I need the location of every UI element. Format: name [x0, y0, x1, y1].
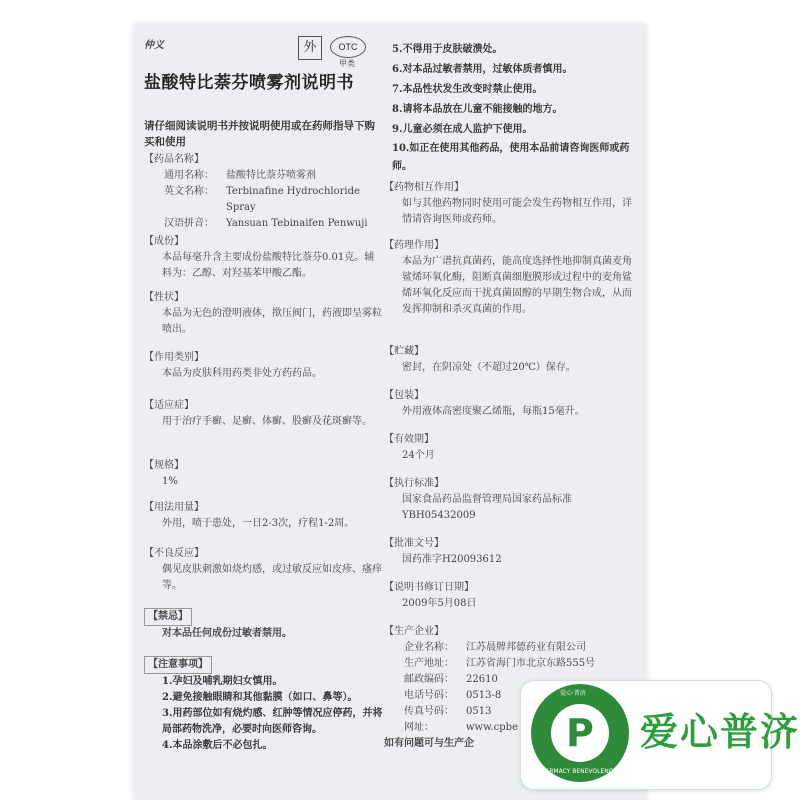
section-standard — [384, 476, 634, 524]
section-heading: 【贮藏】 — [384, 346, 424, 357]
watermark-text: 爱心普济 — [640, 710, 800, 754]
section-heading: 【作用类别】 — [144, 352, 204, 363]
field-label: 传真号码： — [404, 706, 454, 717]
section-heading: 【药物相互作用】 — [384, 182, 464, 193]
section-body: 偶见皮肤刺激如烧灼感，或过敏反应如皮疹、瘙痒等。 — [162, 564, 382, 591]
section-body: 本品为皮肤科用药类非处方药药品。 — [162, 368, 322, 379]
field-label: 邮政编码： — [404, 674, 454, 685]
document-title: 盐酸特比萘芬喷雾剂说明书 — [144, 73, 354, 93]
section-heading: 【药理作用】 — [384, 240, 444, 251]
precaution-item: 6.对本品过敏者禁用，过敏体质者慎用。 — [392, 64, 573, 75]
section-heading: 【不良反应】 — [144, 548, 204, 559]
precautions-continued — [384, 40, 634, 176]
section-body: 2009年5月08日 — [402, 598, 477, 609]
field-label: 汉语拼音： — [164, 218, 214, 229]
section-interaction — [384, 180, 634, 228]
field-value: www.cpbe — [466, 722, 518, 733]
section-adverse — [144, 546, 384, 594]
seal-arc-text: PHARMACY BENEVOLENCE PU JI — [537, 768, 633, 775]
section-body: 外用液体高密度聚乙烯瓶，每瓶15毫升。 — [402, 406, 585, 417]
precaution-item: 3.用药部位如有烧灼感、红肿等情况应停药，并将局部药物洗净，必要时向医师咨询。 — [162, 708, 383, 735]
section-body: 国药准字H20093612 — [402, 554, 502, 565]
company-footer: 如有问题可与生产企 — [384, 738, 474, 749]
section-dosage — [144, 500, 384, 532]
precaution-item: 9.儿童必须在成人监护下使用。 — [392, 124, 533, 135]
section-body: 对本品任何成份过敏者禁用。 — [162, 628, 292, 639]
precaution-item: 8.请将本品放在儿童不能接触的地方。 — [392, 104, 563, 115]
precaution-item: 4.本品涂敷后不必包扎。 — [162, 740, 273, 751]
section-category — [144, 350, 384, 382]
field-value: 0513-8 — [466, 690, 502, 701]
section-heading: 【执行标准】 — [384, 478, 444, 489]
section-drug-name — [144, 152, 384, 232]
section-heading: 【生产企业】 — [384, 626, 444, 637]
precaution-item: 1.孕妇及哺乳期妇女慎用。 — [162, 676, 283, 687]
section-heading: 【用法用量】 — [144, 502, 204, 513]
section-description — [144, 290, 384, 338]
section-contraindication — [144, 608, 384, 642]
field-value: 0513 — [466, 706, 492, 717]
field-label: 企业名称： — [404, 642, 454, 653]
section-pharmacology — [384, 238, 634, 318]
section-body: 24个月 — [402, 450, 435, 461]
section-body: 1% — [162, 476, 178, 487]
section-heading: 【批准文号】 — [384, 538, 444, 549]
field-value: 盐酸特比萘芬喷雾剂 — [226, 170, 316, 181]
seal-p-mark: P — [566, 711, 594, 755]
precaution-item: 5.不得用于皮肤破溃处。 — [392, 44, 503, 55]
field-value: 江苏晨牌邦德药业有限公司 — [466, 642, 586, 653]
usage-notice: 请仔细阅读说明书并按说明使用或在药师指导下购买和使用 — [144, 120, 375, 148]
section-composition — [144, 234, 384, 282]
precaution-item: 7.本品性状发生改变时禁止使用。 — [392, 84, 543, 95]
section-heading: 【性状】 — [144, 292, 184, 303]
section-heading: 【包装】 — [384, 390, 424, 401]
field-value: 22610 — [466, 674, 498, 685]
section-spec — [144, 458, 384, 490]
external-use-mark: 外 — [298, 36, 322, 60]
section-validity — [384, 432, 634, 464]
section-heading: 【有效期】 — [384, 434, 434, 445]
section-heading: 【注意事项】 — [144, 656, 212, 674]
field-value: Yansuan Tebinaifen Penwuji — [226, 218, 368, 229]
section-heading: 【说明书修订日期】 — [384, 582, 474, 593]
section-precautions — [144, 656, 384, 754]
brand-logo: 仲义 — [144, 40, 164, 51]
field-label: 生产地址： — [404, 658, 454, 669]
section-approval — [384, 536, 634, 568]
section-storage — [384, 344, 634, 376]
section-heading: 【规格】 — [144, 460, 184, 471]
section-heading: 【药品名称】 — [144, 154, 204, 165]
section-package — [384, 388, 634, 420]
section-body: 用于治疗手癣、足癣、体癣、股癣及花斑癣等。 — [162, 416, 372, 427]
section-body: 如与其他药物同时使用可能会发生药物相互作用，详情请咨询医师或药师。 — [402, 198, 632, 225]
section-body: 本品每毫升含主要成份盐酸特比萘芬0.01克。辅料为：乙醇、对羟基苯甲酸乙酯。 — [162, 252, 375, 279]
section-heading: 【成份】 — [144, 236, 184, 247]
field-label: 通用名称： — [164, 170, 214, 181]
otc-class-label: 甲类 — [339, 59, 355, 68]
section-heading: 【禁忌】 — [144, 608, 192, 626]
section-heading: 【适应症】 — [144, 400, 194, 411]
section-body: 国家食品药品监督管理局国家药品标准YBH05432009 — [402, 494, 572, 521]
field-value: Terbinafine Hydrochloride Spray — [226, 186, 360, 213]
section-body: 外用，喷于患处，一日2-3次，疗程1-2周。 — [162, 518, 355, 529]
field-label: 网址： — [404, 722, 434, 733]
field-label: 英文名称： — [164, 186, 214, 197]
otc-mark: OTC — [330, 36, 366, 58]
precaution-item: 10.如正在使用其他药品，使用本品前请咨询医师或药师。 — [392, 143, 630, 172]
field-label: 电话号码： — [404, 690, 454, 701]
section-indication — [144, 398, 384, 430]
section-body: 本品为广谱抗真菌药，能高度选择性地抑制真菌麦角鲨烯环氧化酶，阻断真菌细胞膜形成过程中的麦角鲨烯环氧化反应而干扰真菌固醇的早期生物合成，从而发挥抑制和杀灭真菌的作用。 — [402, 256, 632, 315]
seal-top-text: 爱心·普济 — [560, 690, 586, 697]
section-body: 本品为无色的澄明液体，揿压阀门，药液即呈雾粒喷出。 — [162, 308, 382, 335]
precaution-item: 2.避免接触眼睛和其他黏膜（如口、鼻等）。 — [162, 692, 358, 703]
section-revision — [384, 580, 634, 612]
field-value: 江苏省海门市北京东路555号 — [466, 658, 596, 669]
section-body: 密封，在阴凉处（不超过20℃）保存。 — [402, 362, 576, 373]
